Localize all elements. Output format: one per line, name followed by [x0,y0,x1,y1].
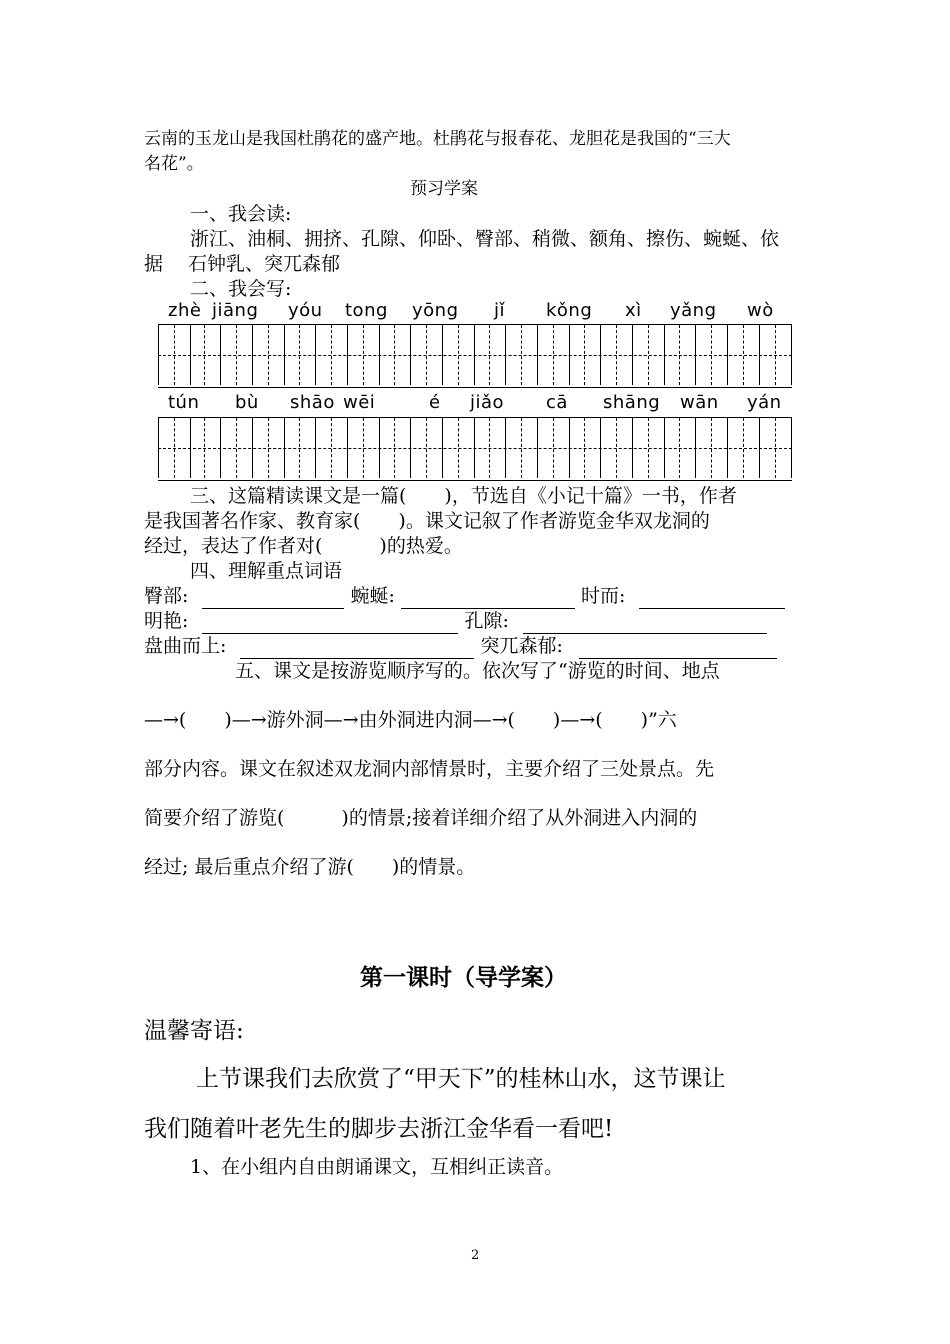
grid-midline [236,325,237,385]
pinyin: tong [345,300,388,321]
pinyin: yán [747,392,782,413]
grid-midline [648,418,649,478]
answer-blank[interactable] [579,640,777,659]
grid-cell[interactable] [696,325,728,385]
grid-cell[interactable] [158,325,191,385]
grid-cell[interactable] [601,418,633,478]
grid-cell[interactable] [760,325,792,385]
grid-cell[interactable] [601,325,633,385]
pinyin: yǎng [670,300,717,321]
grid-midline [394,325,395,385]
pinyin: yōng [412,300,459,321]
answer-blank[interactable] [401,590,575,609]
vocab-row-3 [144,634,777,659]
pinyin: é [429,392,441,413]
grid-cell[interactable] [316,325,348,385]
grid-midline [458,325,459,385]
grid-midline [394,418,395,478]
grid-midline [489,418,490,478]
grid-midline [204,325,205,385]
grid-cell[interactable] [284,325,316,385]
grid-midline [743,418,744,478]
grid-midline [299,418,300,478]
grid-midline [458,418,459,478]
grid-midline [616,418,617,478]
grid-cell[interactable] [411,325,443,385]
section1-line-1: 浙江、油桐、拥挤、孔隙、仰卧、臀部、稍微、额角、擦伤、蜿蜒、依 [190,228,780,250]
grid-midline [553,325,554,385]
grid-cell[interactable] [474,325,506,385]
grid-cell[interactable] [158,418,191,478]
section5-line-3: 部分内容。课文在叙述双龙洞内部情景时，主要介绍了三处景点。先 [144,758,715,780]
vocab-term: 臀部: [144,585,189,607]
grid-cell[interactable] [696,418,728,478]
pinyin: kǒng [546,300,593,321]
grid-midline [521,325,522,385]
pinyin: shāo [290,392,335,413]
grid-midline [174,325,175,385]
grid-cell[interactable] [506,325,538,385]
grid-cell[interactable] [189,418,221,478]
grid-midline [489,325,490,385]
section5-line-4: 简要介绍了游览( )的情景;接着详细介绍了从外洞进入内洞的 [144,807,698,829]
section5-line-1: 五、课文是按游览顺序写的。依次写了“游览的时间、地点 [235,660,720,682]
warm-message-line-2: 我们随着叶老先生的脚步去浙江金华看一看吧! [144,1116,614,1142]
grid-cell[interactable] [633,418,665,478]
section1-line-2: 据 石钟乳、突兀森郁 [144,253,341,275]
grid-cell[interactable] [664,418,696,478]
section3-line-3: 经过，表达了作者对( )的热爱。 [144,535,463,557]
grid-midline [426,418,427,478]
pinyin: wān [680,392,719,413]
section5-line-2: —→( )—→游外洞—→由外洞进内洞—→( )—→( )”六 [144,709,677,731]
pinyin: yóu [288,300,323,321]
answer-blank[interactable] [639,590,785,609]
vocab-row-1 [144,584,785,609]
grid-midline [553,418,554,478]
section4-heading: 四、理解重点词语 [190,560,343,582]
pinyin: zhè [168,300,202,321]
pinyin: jiǎo [470,392,505,413]
grid-midline [268,418,269,478]
grid-cell[interactable] [760,418,792,478]
grid-midline [679,418,680,478]
pinyin: bù [235,392,259,413]
grid-midline [174,418,175,478]
grid-midline [236,418,237,478]
warm-message-line-1: 上节课我们去欣赏了“甲天下”的桂林山水，这节课让 [196,1066,726,1092]
grid-cell[interactable] [348,325,380,385]
grid-cell[interactable] [569,325,601,385]
grid-midline [521,418,522,478]
answer-blank[interactable] [523,615,767,634]
section2-heading: 二、我会写: [190,278,292,300]
vocab-term: 突兀森郁: [480,635,563,657]
grid-midline [711,418,712,478]
grid-midline [363,325,364,385]
grid-midline [743,325,744,385]
pinyin: xì [625,300,642,321]
vocab-row-2 [144,609,767,634]
pinyin: tún [168,392,200,413]
answer-blank[interactable] [202,615,458,634]
writing-grid-1[interactable] [158,324,792,388]
grid-cell[interactable] [348,418,380,478]
pinyin: shāng [603,392,661,413]
grid-cell[interactable] [569,418,601,478]
grid-midline [679,325,680,385]
grid-cell[interactable] [253,325,285,385]
grid-midline [711,325,712,385]
pinyin: cā [546,392,568,413]
grid-cell[interactable] [728,325,760,385]
grid-midline [584,325,585,385]
grid-cell[interactable] [443,418,475,478]
grid-cell[interactable] [633,325,665,385]
grid-cell[interactable] [379,418,411,478]
grid-midline [426,325,427,385]
grid-cell[interactable] [728,418,760,478]
grid-cell[interactable] [506,418,538,478]
pinyin: wò [747,300,774,321]
grid-cell[interactable] [443,325,475,385]
grid-cell[interactable] [284,418,316,478]
section5-line-5: 经过; 最后重点介绍了游( )的情景。 [144,856,476,878]
section3-line-2: 是我国著名作家、教育家( )。课文记叙了作者游览金华双龙洞的 [144,510,710,532]
page-number: 2 [471,1248,480,1263]
grid-midline [204,418,205,478]
answer-blank[interactable] [240,640,474,659]
grid-cell[interactable] [221,325,253,385]
answer-blank[interactable] [202,590,344,609]
vocab-term: 时而: [581,585,626,607]
grid-midline [648,325,649,385]
writing-grid-2[interactable] [158,417,792,481]
grid-cell[interactable] [664,325,696,385]
grid-midline [775,418,776,478]
grid-cell[interactable] [411,418,443,478]
grid-midline [616,325,617,385]
grid-cell[interactable] [538,418,570,478]
intro-line-1: 云南的玉龙山是我国杜鹃花的盛产地。杜鹃花与报春花、龙胆花是我国的“三大 [144,129,731,149]
grid-cell[interactable] [189,325,221,385]
grid-midline [299,325,300,385]
intro-line-2: 名花”。 [144,154,204,174]
task-1: 1、在小组内自由朗诵课文，互相纠正读音。 [190,1156,564,1178]
preview-title: 预习学案 [410,179,478,199]
pinyin: jǐ [494,300,506,321]
warm-message-label: 温馨寄语: [144,1018,244,1044]
grid-midline [331,418,332,478]
vocab-term: 孔隙: [464,610,509,632]
grid-cell[interactable] [316,418,348,478]
vocab-term: 蜿蜒: [350,585,395,607]
grid-cell[interactable] [221,418,253,478]
grid-midline [363,418,364,478]
pinyin: wēi [343,392,376,413]
grid-midline [584,418,585,478]
grid-cell[interactable] [379,325,411,385]
grid-cell[interactable] [538,325,570,385]
grid-midline [775,325,776,385]
grid-midline [268,325,269,385]
lesson-title: 第一课时（导学案） [360,964,567,991]
vocab-term: 盘曲而上: [144,635,227,657]
grid-midline [331,325,332,385]
grid-cell[interactable] [474,418,506,478]
vocab-term: 明艳: [144,610,189,632]
section1-heading: 一、我会读: [190,203,292,225]
grid-cell[interactable] [253,418,285,478]
section3-line-1: 三、这篇精读课文是一篇( )，节选自《小记十篇》一书，作者 [190,485,737,507]
pinyin: jiāng [212,300,259,321]
